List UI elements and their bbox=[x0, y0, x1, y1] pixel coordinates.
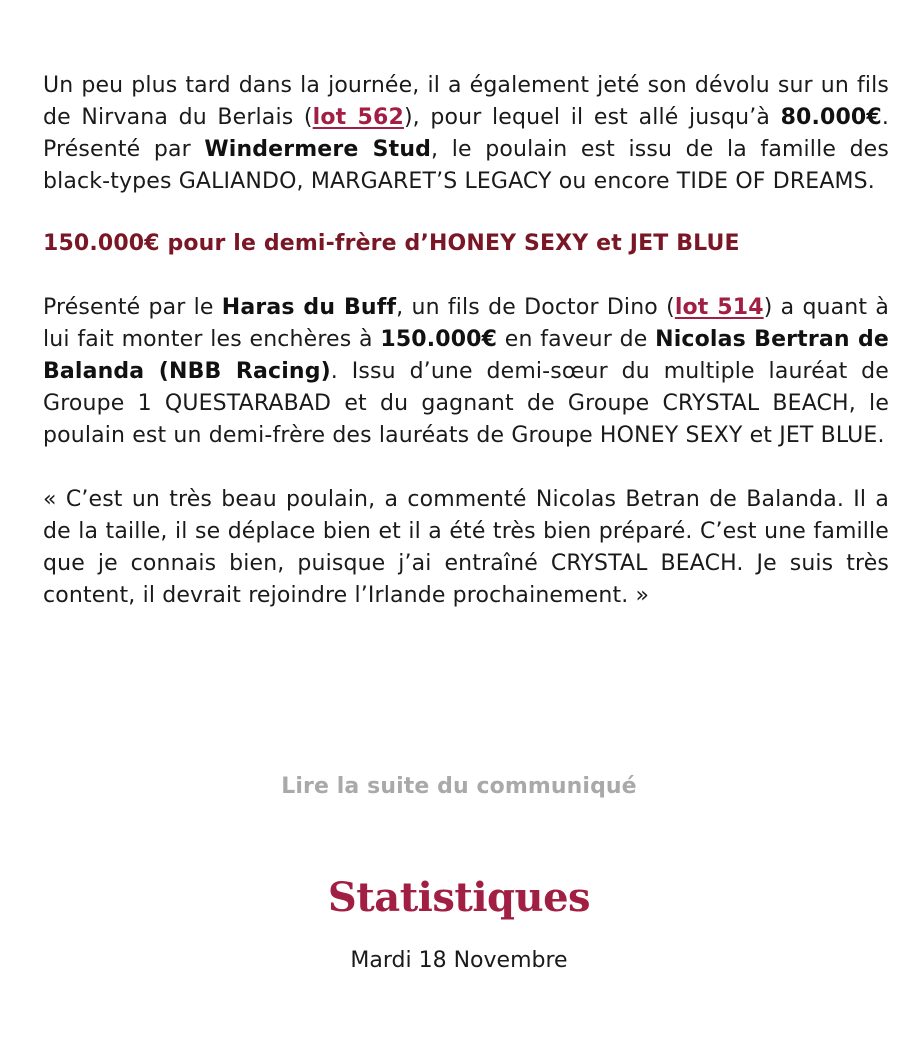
buyer-nbb-racing: Nicolas Bertran de Balanda (NBB Racing) bbox=[43, 327, 889, 384]
statistics-heading: Statistiques bbox=[327, 874, 591, 921]
paragraph-text: Un peu plus tard dans la journée, il a également jeté son dévolu sur un fils de Nirvana du Berlais ( bbox=[43, 73, 889, 130]
statistics-date: Mardi 18 Novembre bbox=[350, 948, 568, 973]
section-subheading: 150.000€ pour le demi-frère d’HONEY SEXY et JET BLUE bbox=[43, 231, 740, 256]
lot-562-link[interactable]: lot 562 bbox=[312, 105, 404, 130]
paragraph-text: . Présenté par bbox=[43, 105, 889, 162]
paragraph-text: ), pour lequel il est allé jusqu’à bbox=[403, 105, 781, 130]
quote-paragraph: « C’est un très beau poulain, a commenté Nicolas Betran de Balanda. Il a de la taille, il se déplace bien et il a été très bien préparé. C’est une famille que je connais bien, puisque j’ai entraîné CRYSTAL BEACH. Je suis très content, il devrait rejoindre l’Irlande prochainement. » bbox=[43, 487, 889, 608]
paragraph-lot-562 bbox=[43, 70, 889, 198]
article-body bbox=[43, 70, 889, 612]
paragraph-text: . Issu d’une demi-sœur du multiple lauréat de Groupe 1 QUESTARABAD et du gagnant de Groupe CRYSTAL BEACH, le poulain est un demi-frère des lauréats de Groupe HONEY SEXY et JET BLUE. bbox=[43, 359, 889, 448]
paragraph-text: , un fils de Doctor Dino ( bbox=[396, 295, 675, 320]
paragraph-lot-514 bbox=[43, 292, 889, 452]
paragraph-text: ) a quant à lui fait monter les enchères à bbox=[43, 295, 889, 352]
price-150000: 150.000€ bbox=[380, 327, 498, 352]
price-80000: 80.000€ bbox=[780, 105, 882, 130]
read-more-link[interactable]: Lire la suite du communiqué bbox=[281, 774, 637, 799]
lot-514-link[interactable]: lot 514 bbox=[674, 295, 764, 320]
paragraph-text: Présenté par le bbox=[43, 295, 222, 320]
paragraph-text: , le poulain est issu de la famille des black-types GALIANDO, MARGARET’S LEGACY ou encore TIDE OF DREAMS. bbox=[43, 137, 889, 194]
paragraph-text: en faveur de bbox=[497, 327, 656, 352]
vendor-haras-du-buff: Haras du Buff bbox=[221, 295, 397, 320]
vendor-windermere-stud: Windermere Stud bbox=[204, 137, 432, 162]
